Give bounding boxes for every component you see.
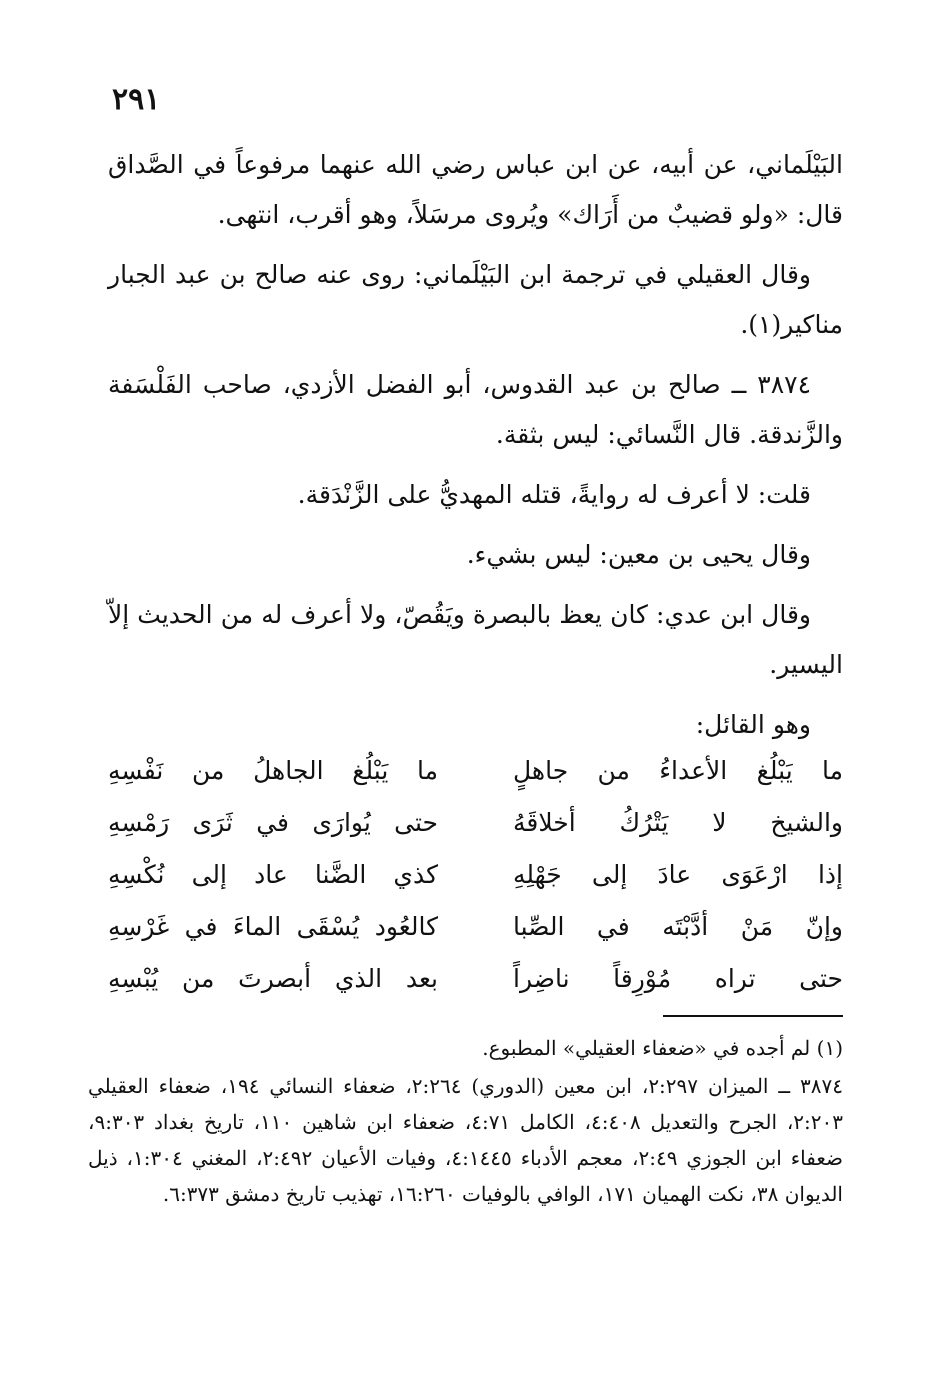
poem-verse	[108, 745, 843, 797]
verse-second-half: حتى يُوارَى في ثَرَى رَمْسِهِ	[108, 808, 438, 837]
verse-second-half: بعد الذي أبصرتَ من يُبْسِهِ	[108, 964, 438, 993]
main-text	[108, 140, 843, 760]
paragraph: وقال ابن عدي: كان يعظ بالبصرة ويَقُصّ، ولا أعرف له من الحديث إلاّ اليسير.	[108, 600, 843, 679]
paragraph: البَيْلَماني، عن أبيه، عن ابن عباس رضي الله عنهما مرفوعاً في الصَّداق قال: «ولو قضيبٌ من أَرَاك» ويُروى مرسَلاً، وهو أقرب، انتهى.	[108, 150, 843, 229]
verse-first-half: حتى تراه مُوْرِقاً ناضِراً	[513, 964, 843, 993]
verse-first-half: والشيخ لا يَتْرُكُ أخلاقَهُ	[513, 808, 843, 837]
paragraph: قلت: لا أعرف له روايةً، قتله المهديُّ على الزَّنْدَقة.	[297, 480, 811, 509]
footnote: (١) لم أجده في «ضعفاء العقيلي» المطبوع.	[482, 1036, 843, 1060]
paragraph: وقال يحيى بن معين: ليس بشيء.	[466, 540, 811, 569]
poem-intro: وهو القائل:	[695, 710, 811, 739]
page-number: ٢٩١	[112, 82, 161, 117]
footnote-sources: ٣٨٧٤ ــ الميزان ٢:٢٩٧، ابن معين (الدوري) ٢:٢٦٤، ضعفاء النسائي ١٩٤، ضعفاء العقيلي ٢:٢٠٣، الجرح والتعديل ٤:٤٠٨، الكامل ٤:٧١، ضعفاء ابن شاهين ١١٠، تاريخ بغداد ٩:٣٠٣، ضعفاء ابن الجوزي ٢:٤٩، معجم الأدباء ٤:١٤٤٥، وفيات الأعيان ٢:٤٩٢، المغني ١:٣٠٤، ذيل الديوان ٣٨، نكت الهميان ١٧١، الوافي بالوفيات ١٦:٢٦٠، تهذيب تاريخ دمشق ٦:٣٧٣.	[88, 1074, 844, 1206]
verse-second-half: ما يَبْلُغ الجاهلُ من نَفْسِهِ	[108, 756, 438, 785]
footnote-divider	[663, 1015, 843, 1017]
footnotes	[88, 1030, 843, 1214]
poem-verse	[108, 901, 843, 953]
verse-first-half: وإنّ مَنْ أدَّبْتَه في الصِّبا	[513, 912, 843, 941]
verse-first-half: إذا ارْعَوَى عادَ إلى جَهْلِهِ	[513, 860, 843, 889]
verse-second-half: كالعُود يُسْقَى الماءَ في غَرْسِهِ	[108, 912, 438, 941]
entry-heading-paragraph: ٣٨٧٤ ــ صالح بن عبد القدوس، أبو الفضل الأزدي، صاحب الفَلْسَفة والزَّندقة. قال النَّسائي: ليس بثقة.	[108, 370, 843, 449]
paragraph: وقال العقيلي في ترجمة ابن البَيْلَماني: روى عنه صالح بن عبد الجبار مناكير(١).	[108, 260, 843, 339]
poem-verse	[108, 797, 843, 849]
verse-first-half: ما يَبْلُغ الأعداءُ من جاهلٍ	[513, 756, 843, 785]
poem	[108, 745, 843, 1005]
verse-second-half: كذي الضَّنا عاد إلى نُكْسِهِ	[108, 860, 438, 889]
poem-verse	[108, 849, 843, 901]
poem-verse	[108, 953, 843, 1005]
